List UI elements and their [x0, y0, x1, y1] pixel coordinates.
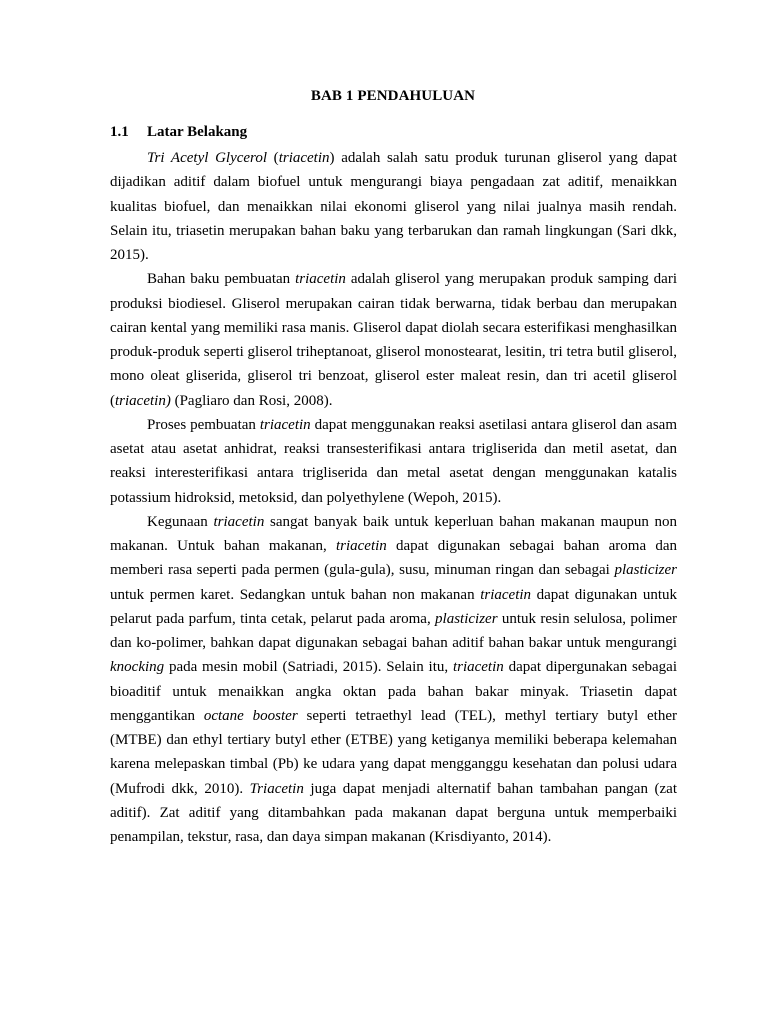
chapter-title: BAB 1 PENDAHULUAN: [310, 88, 476, 104]
italic-term: triacetin: [335, 538, 387, 554]
italic-term: octane booster: [203, 707, 298, 724]
section-heading: [110, 122, 247, 142]
text-run: seperti tetraethyl lead (TEL), methyl tertiary butyl ether (MTBE) dan ethyl tertiary butyl ether (ETBE) yang ketiganya memiliki beberapa kelemahan karena melepaskan timbal (Pb) ke udara yang dapat mengganggu kesehatan dan polusi udara (Mufrodi dkk, 2010).: [110, 707, 677, 797]
italic-term: Triacetin: [249, 780, 304, 797]
text-run: dapat digunakan sebagai bahan aroma dan memberi rasa seperti pada permen (gula-gula), susu, minuman ringan dan sebagai: [110, 538, 677, 579]
text-run: (Pagliaro dan Rosi, 2008).: [170, 392, 333, 409]
italic-term: triacetin: [480, 586, 532, 603]
italic-term: plasticizer: [435, 610, 498, 627]
text-run: adalah gliserol yang merupakan produk samping dari produksi biodiesel. Gliserol merupakan cairan tidak berwarna, tidak berbau dan merupakan cairan kental yang memiliki rasa manis. Gliserol dapat diolah secara esterifikasi menghasilkan produk-produk seperti gliserol triheptanoat, gliserol monostearat, lesitin, tri tetra butil gliserol, mono oleat gliserida, gliserol tri benzoat, gliserol ester maleat resin, dan tri acetil gliserol (: [110, 271, 677, 409]
italic-term: triacetin: [278, 150, 330, 166]
italic-term: Tri Acetyl Glycerol: [147, 150, 267, 166]
italic-term: plasticizer: [614, 562, 677, 579]
text-run: dapat digunakan untuk pelarut pada parfum, tinta cetak, pelarut pada aroma,: [110, 586, 677, 627]
text-run: dapat dipergunakan sebagai bioaditif untuk menaikkan angka oktan pada bahan bakar minyak. Triasetin dapat menggantikan: [110, 659, 677, 724]
italic-term: triacetin: [259, 416, 311, 433]
section-number: 1.1: [110, 124, 129, 140]
text-run: ) adalah salah satu produk turunan gliserol yang dapat dijadikan aditif dalam biofuel untuk mengurangi biaya pengadaan zat aditif, menaikkan kualitas biofuel, dan menaikkan nilai ekonomi gliserol yang nilai jualnya masih rendah. Selain itu, triasetin merupakan bahan baku yang terbarukan dan ramah lingkungan (Sari dkk, 2015).: [110, 150, 678, 263]
text-run: sangat banyak baik untuk keperluan bahan makanan maupun non makanan. Untuk bahan makanan,: [110, 513, 678, 554]
paragraph: [110, 267, 677, 413]
text-run: untuk resin selulosa, polimer dan ko-polimer, bahkan dapat digunakan sebagai bahan aditif bahan bakar untuk mengurangi: [110, 610, 677, 651]
text-run: dapat menggunakan reaksi asetilasi antara gliserol dan asam asetat atau asetat anhidrat, reaksi transesterifikasi antara trigliserida dan metil asetat, dan reaksi interesterifikasi antara trigliserida dan metal asetat dengan menggunakan katalis potassium hidroksid, metoksid, dan polyethylene (Wepoh, 2015).: [110, 416, 677, 506]
body-text: [110, 146, 677, 849]
text-run: juga dapat menjadi alternatif bahan tambahan pangan (zat aditif). Zat aditif yang ditambahkan pada makanan dapat berguna untuk memperbaiki penampilan, tekstur, rasa, dan daya simpan makanan (Krisdiyanto, 2014).: [110, 780, 677, 845]
text-run: (: [267, 150, 279, 166]
italic-term: triacetin: [452, 659, 504, 676]
text-run: Bahan baku pembuatan: [147, 271, 296, 288]
paragraph: [110, 413, 677, 510]
text-run: Kegunaan: [147, 513, 214, 530]
italic-term: triacetin: [295, 271, 346, 288]
italic-term: triacetin): [115, 392, 171, 409]
section-title: Latar Belakang: [147, 124, 248, 140]
text-run: untuk permen karet. Sedangkan untuk bahan non makanan: [110, 586, 481, 603]
italic-term: triacetin: [213, 513, 265, 530]
text-run: pada mesin mobil (Satriadi, 2015). Selain itu,: [164, 659, 453, 676]
paragraph: [110, 510, 677, 850]
italic-term: knocking: [110, 659, 165, 676]
text-run: Proses pembuatan: [147, 416, 260, 433]
paragraph: [110, 146, 677, 267]
